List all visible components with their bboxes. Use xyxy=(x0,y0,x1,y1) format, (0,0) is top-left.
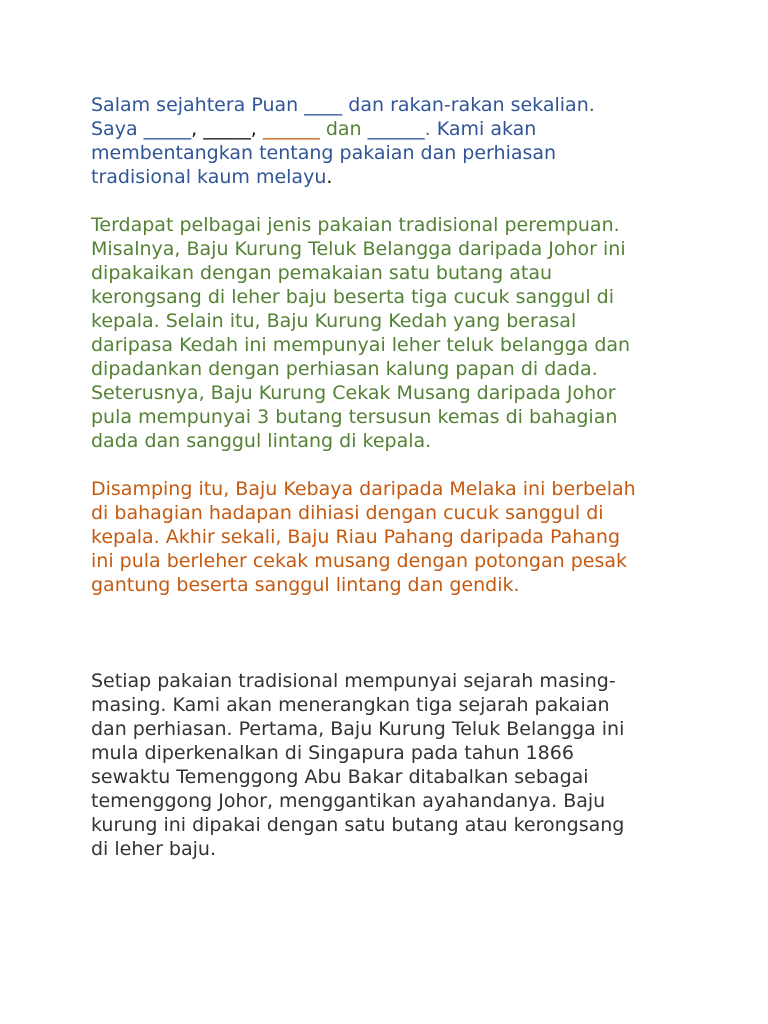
text-line: kurung ini dipakai dengan satu butang atau kerongsang xyxy=(91,814,625,836)
orange-paragraph xyxy=(91,477,691,597)
green-paragraph xyxy=(91,213,691,453)
intro-text: ______ xyxy=(367,118,425,140)
text-line: Misalnya, Baju Kurung Teluk Belangga daripada Johor ini xyxy=(91,238,626,260)
text-line: di leher baju. xyxy=(91,838,216,860)
intro-paragraph xyxy=(91,93,691,189)
text-line: kerongsang di leher baju beserta tiga cucuk sanggul di xyxy=(91,286,614,308)
text-line: Disamping itu, Baju Kebaya daripada Melaka ini berbelah xyxy=(91,478,636,500)
intro-text: Saya _____ xyxy=(91,118,192,140)
text-line: kepala. Selain itu, Baju Kurung Kedah yang berasal xyxy=(91,310,577,332)
intro-text: dan xyxy=(319,118,368,140)
text-line: dipakaikan dengan pemakaian satu butang atau xyxy=(91,262,553,284)
text-line: Seterusnya, Baju Kurung Cekak Musang daripada Johor xyxy=(91,382,616,404)
intro-text: . xyxy=(424,118,437,140)
intro-line xyxy=(91,117,691,141)
intro-text: ______ xyxy=(262,118,320,140)
intro-text: . xyxy=(326,166,333,188)
text-line: masing. Kami akan menerangkan tiga sejarah pakaian xyxy=(91,694,610,716)
paragraph-gap xyxy=(91,453,691,477)
text-line: di bahagian hadapan dihiasi dengan cucuk sanggul di xyxy=(91,502,604,524)
intro-line: membentangkan tentang pakaian dan perhiasan xyxy=(91,142,557,164)
text-line: dada dan sanggul lintang di kepala. xyxy=(91,430,432,452)
text-line: pula mempunyai 3 butang tersusun kemas di bahagian xyxy=(91,406,618,428)
text-line: Terdapat pelbagai jenis pakaian tradisional perempuan. xyxy=(91,214,620,236)
text-line: temenggong Johor, menggantikan ayahandanya. Baju xyxy=(91,790,606,812)
text-line: dan perhiasan. Pertama, Baju Kurung Teluk Belangga ini xyxy=(91,718,625,740)
text-line: gantung beserta sanggul lintang dan gendik. xyxy=(91,574,520,596)
text-line: dipadankan dengan perhiasan kalung papan di dada. xyxy=(91,358,598,380)
intro-text: tradisional kaum melayu xyxy=(91,166,327,188)
text-line: daripasa Kedah ini mempunyai leher teluk belangga dan xyxy=(91,334,631,356)
history-paragraph xyxy=(91,669,691,861)
text-line: sewaktu Temenggong Abu Bakar ditabalkan sebagai xyxy=(91,766,589,788)
text-line: Setiap pakaian tradisional mempunyai sejarah masing- xyxy=(91,670,616,692)
intro-line xyxy=(91,165,691,189)
document-page xyxy=(91,93,691,861)
text-line: ini pula berleher cekak musang dengan potongan pesak xyxy=(91,550,627,572)
text-line: kepala. Akhir sekali, Baju Riau Pahang daripada Pahang xyxy=(91,526,621,548)
text-line: mula diperkenalkan di Singapura pada tahun 1866 xyxy=(91,742,574,764)
intro-text: Kami akan xyxy=(436,118,537,140)
intro-line: Salam sejahtera Puan ____ dan rakan-rakan sekalian. xyxy=(91,94,595,116)
intro-text: , _____, xyxy=(191,118,263,140)
paragraph-gap xyxy=(91,597,691,669)
paragraph-gap xyxy=(91,189,691,213)
